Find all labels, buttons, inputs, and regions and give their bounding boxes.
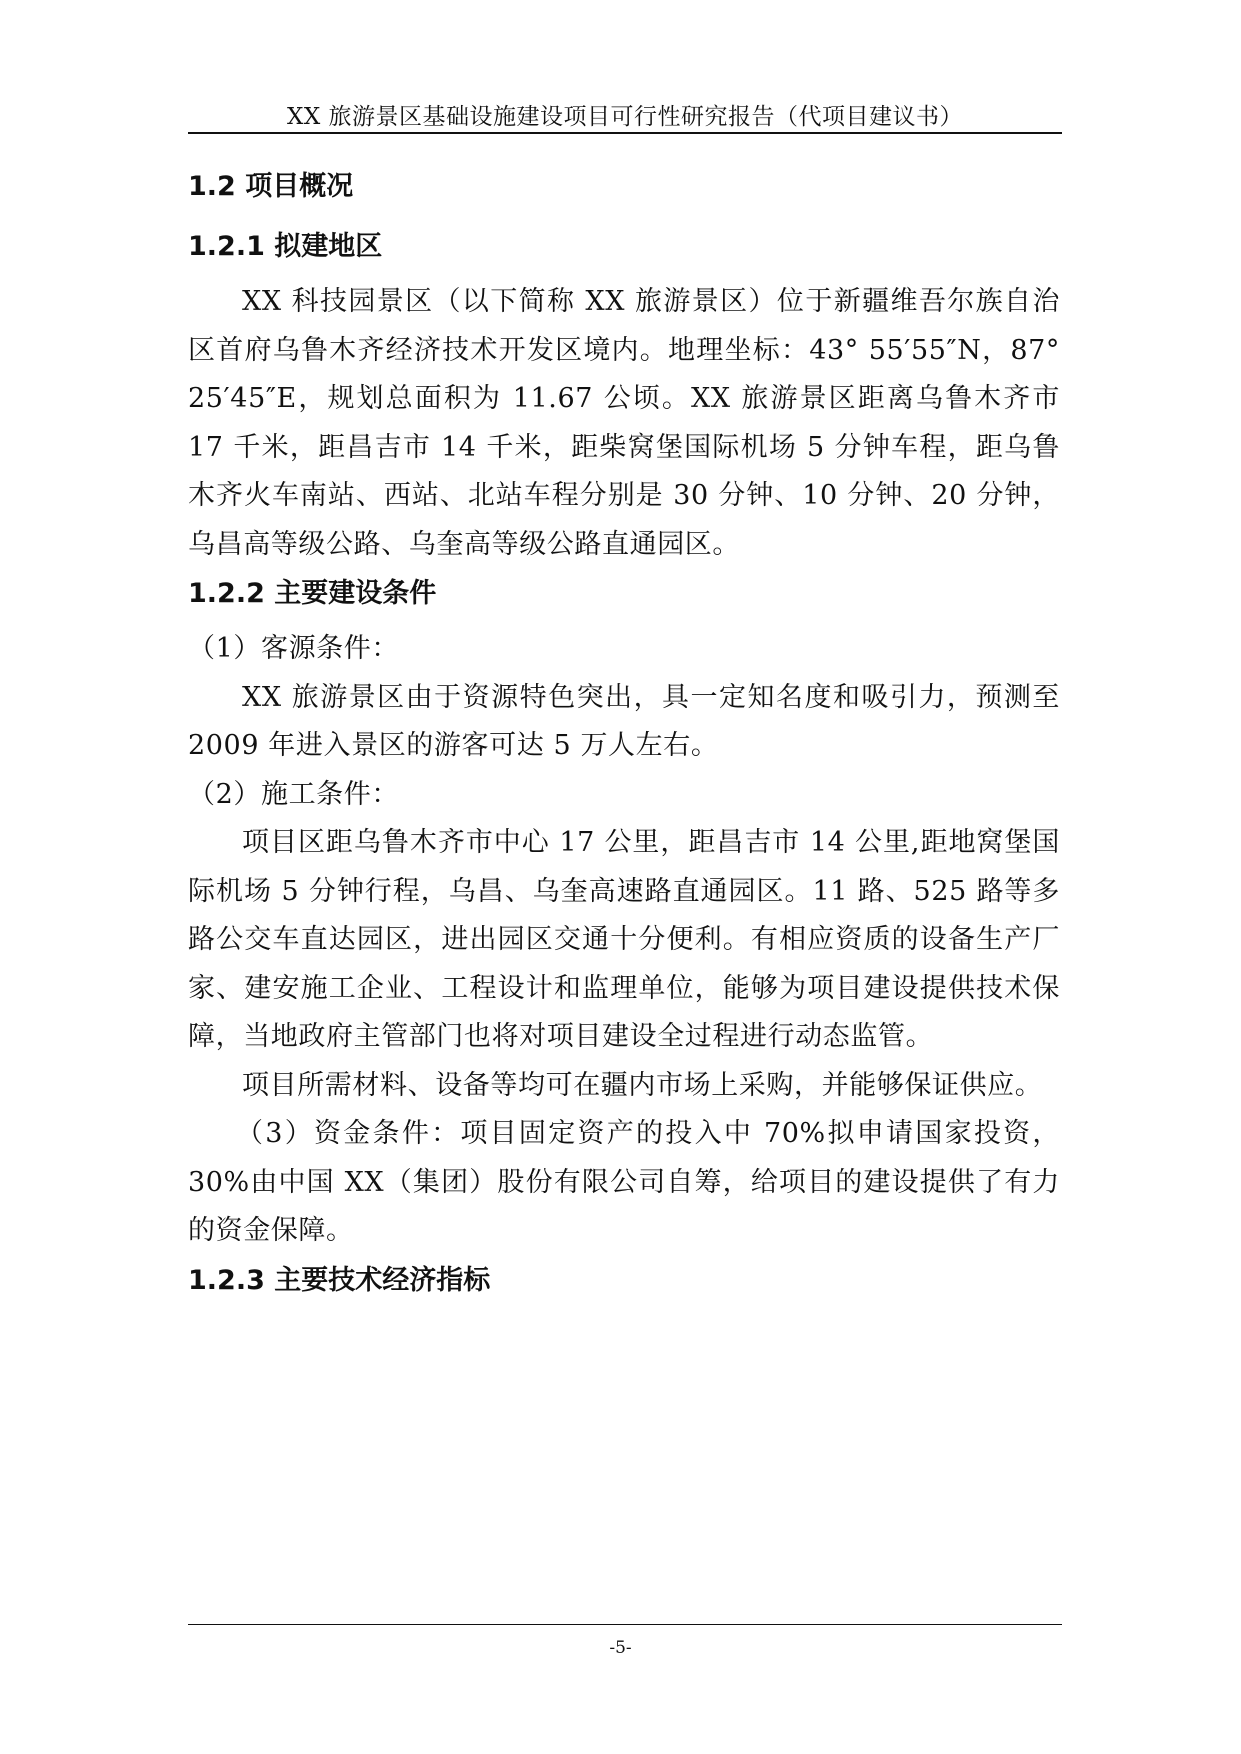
footer-divider (188, 1624, 1062, 1625)
section-heading-1-2-2: 1.2.2 主要建设条件 (188, 578, 437, 609)
paragraph-funding: （3）资金条件：项目固定资产的投入中 70%拟申请国家投资，30%由中国 XX（集团）股份有限公司自筹，给项目的建设提供了有力的资金保障。 (188, 1118, 1060, 1246)
paragraph-location: XX 科技园景区（以下简称 XX 旅游景区）位于新疆维吾尔族自治区首府乌鲁木齐经济技术开发区境内。地理坐标：43° 55′55″N，87° 25′45″E，规划总面积为 11.67 公顷。XX 旅游景区距离乌鲁木齐市 17 千米，距昌吉市 14 千米，距柴窝堡国际机场 5 分钟车程，距乌鲁木齐火车南站、西站、北站车程分别是 30 分钟、10 分钟、20 分钟，乌昌高等级公路、乌奎高等级公路直通园区。 (188, 286, 1060, 560)
paragraph-construction: 项目区距乌鲁木齐市中心 17 公里，距昌吉市 14 公里,距地窝堡国际机场 5 分钟行程，乌昌、乌奎高速路直通园区。11 路、525 路等多路公交车直达园区，进出园区交通十分便利。有相应资质的设备生产厂家、建安施工企业、工程设计和监理单位，能够为项目建设提供技术保障，当地政府主管部门也将对项目建设全过程进行动态监管。 (188, 827, 1060, 1052)
document-body (188, 160, 1060, 1312)
paragraph-tourist-source: XX 旅游景区由于资源特色突出，具一定知名度和吸引力，预测至 2009 年进入景区的游客可达 5 万人左右。 (188, 681, 1060, 761)
item-label-construction: （2）施工条件： (188, 778, 399, 810)
section-heading-1-2: 1.2 项目概况 (188, 171, 354, 202)
section-heading-1-2-1: 1.2.1 拟建地区 (188, 231, 383, 262)
section-heading-1-2-3: 1.2.3 主要技术经济指标 (188, 1264, 491, 1296)
running-header: XX 旅游景区基础设施建设项目可行性研究报告（代项目建议书） (286, 104, 964, 130)
paragraph-materials: 项目所需材料、设备等均可在疆内市场上采购，并能够保证供应。 (242, 1069, 1043, 1101)
item-label-tourist-source: （1）客源条件： (188, 633, 399, 664)
page-number: -5- (609, 1638, 632, 1658)
header-divider (188, 132, 1062, 134)
